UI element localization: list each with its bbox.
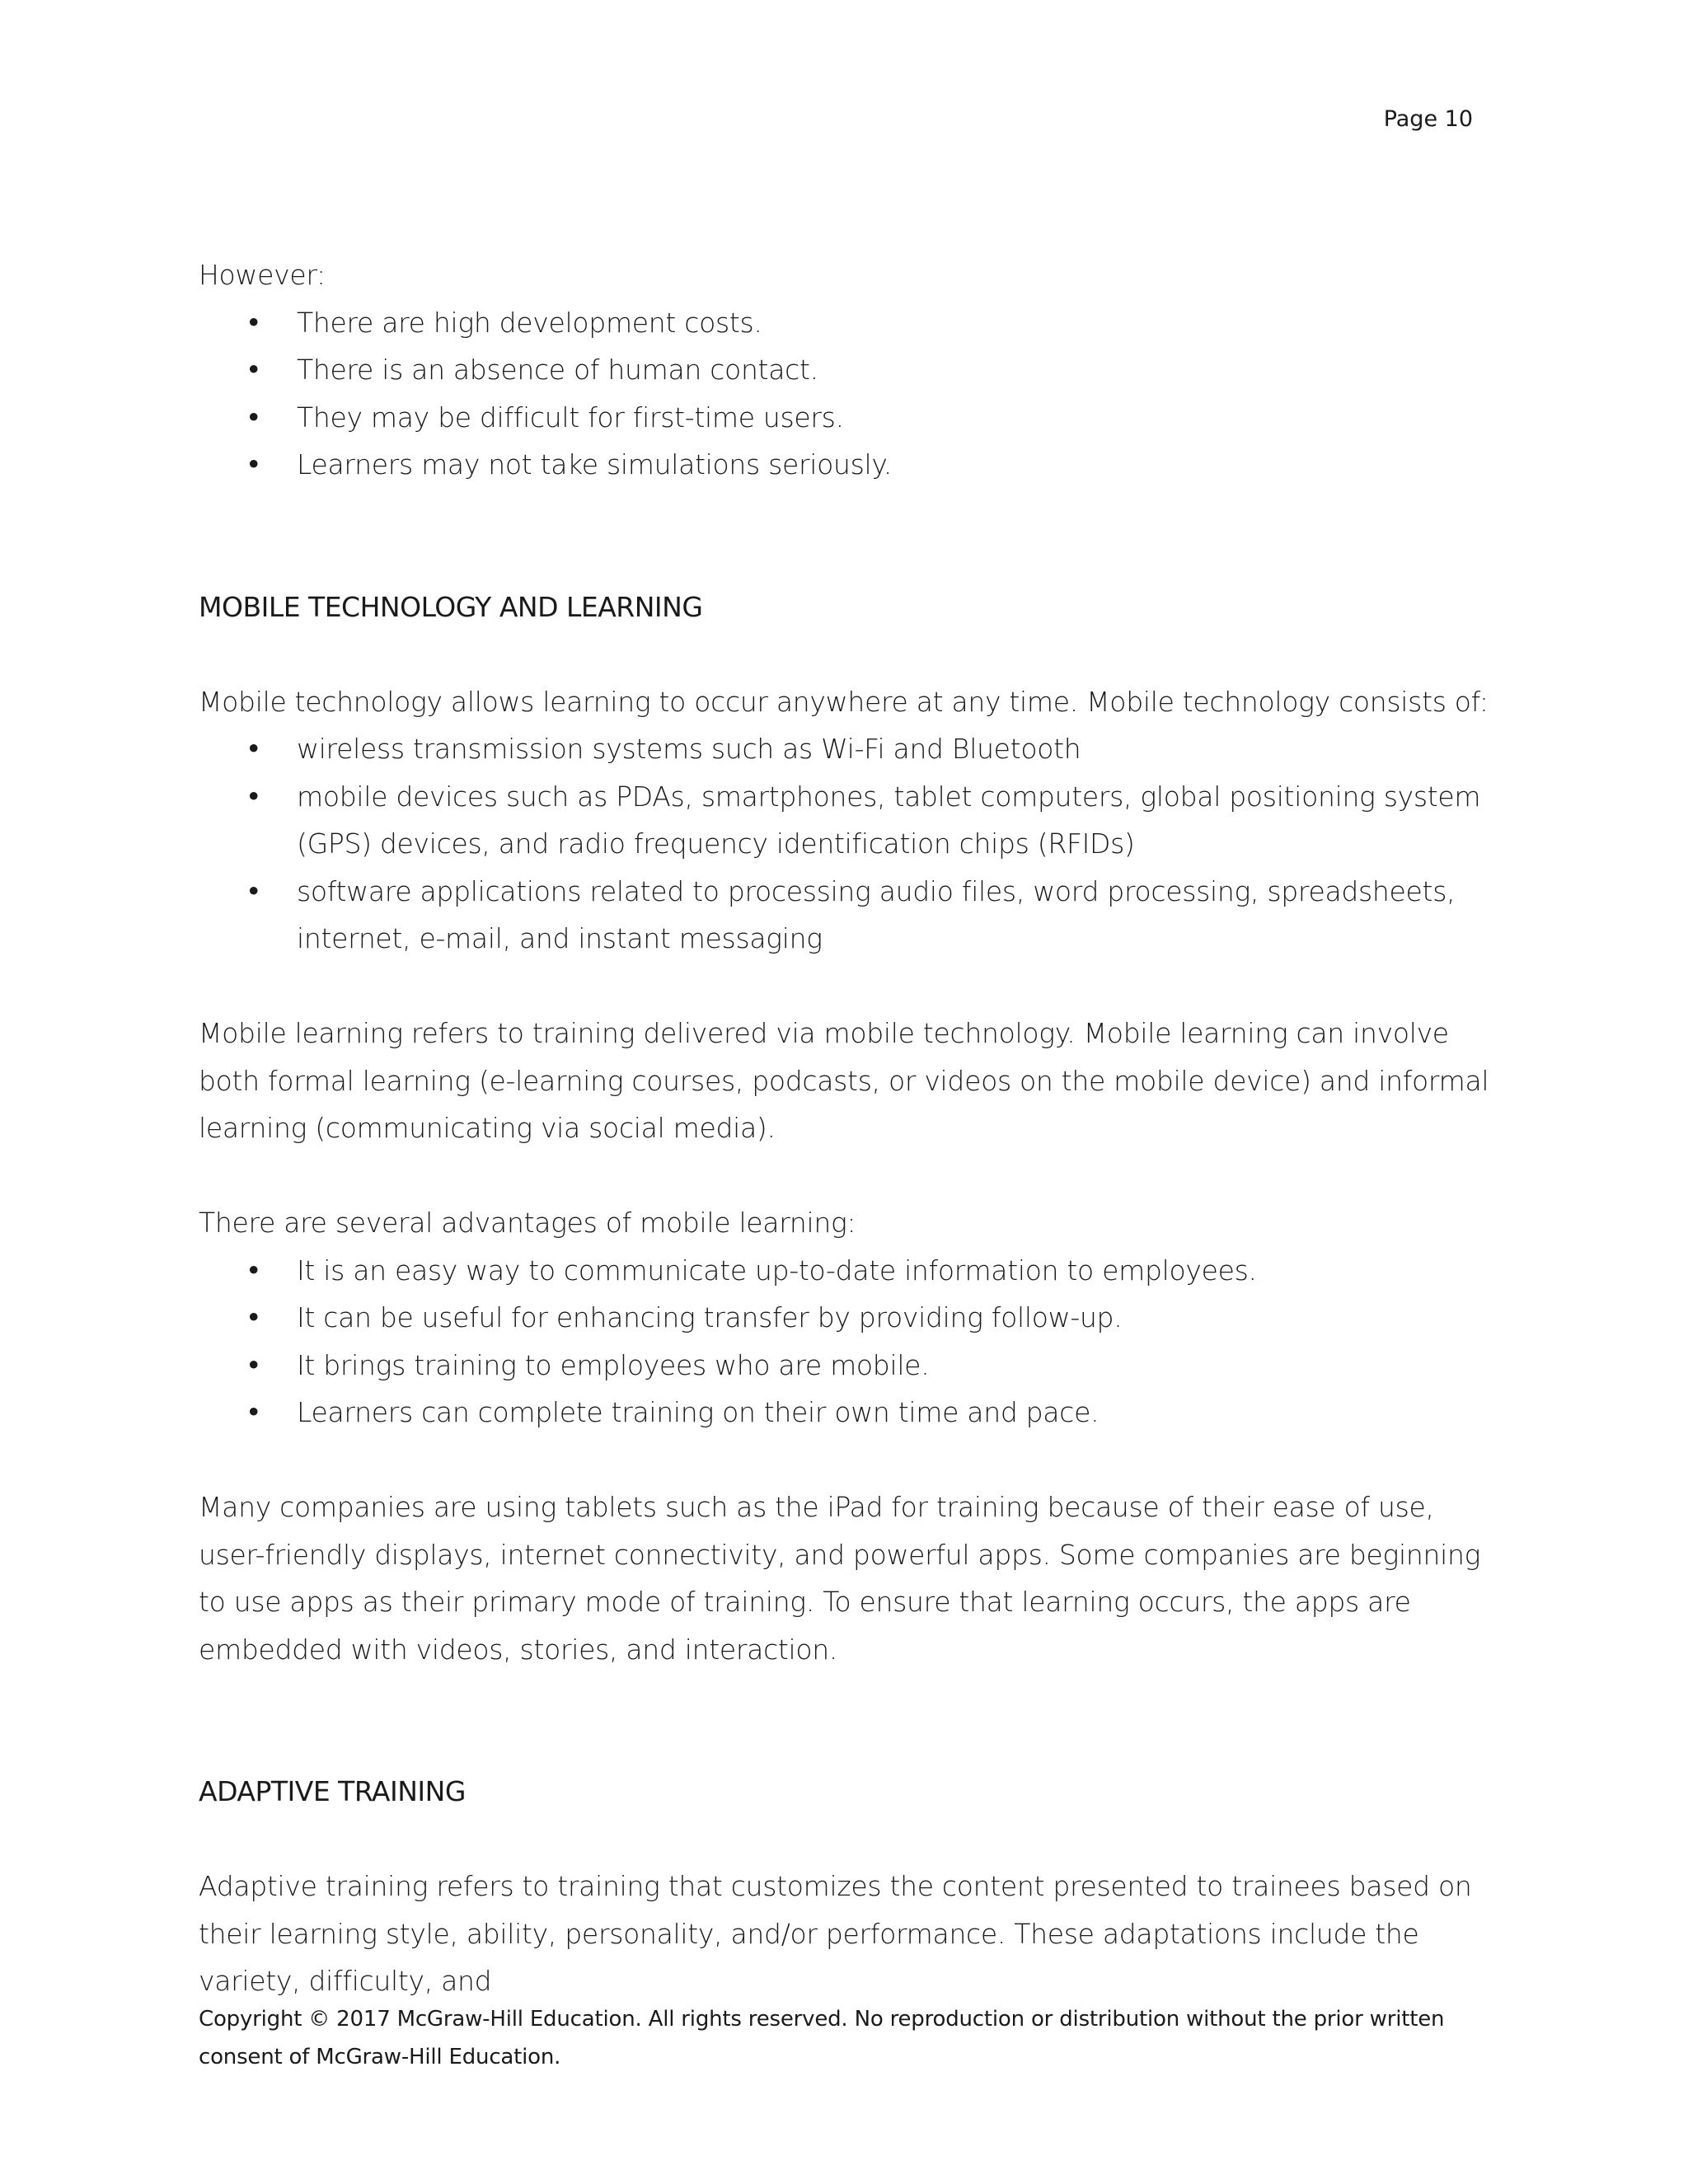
page-number: Page 10 [1383, 106, 1473, 132]
section-heading-adaptive: ADAPTIVE TRAINING [199, 1775, 466, 1807]
list-item: • software applications related to processing audio files, word processing, spreadsheets, internet, e-mail, and instant messaging [199, 868, 1501, 963]
spacer [199, 1673, 1501, 1768]
list-item: • It brings training to employees who are mobile. [199, 1342, 1501, 1390]
list-item: • It can be useful for enhancing transfer by providing follow-up. [199, 1294, 1501, 1342]
spacer [199, 1816, 1501, 1863]
mobile-intro-paragraph: Mobile technology allows learning to occur anywhere at any time. Mobile technology consists of: [199, 685, 1489, 718]
list-item: • They may be difficult for first-time users. [199, 394, 1501, 442]
section-heading-mobile: MOBILE TECHNOLOGY AND LEARNING [199, 590, 703, 623]
mobile-definition-paragraph: Mobile learning refers to training delivered via mobile technology. Mobile learning can involve both formal learning (e-learning courses, podcasts, or videos on the mobile device) and informal learning (communicating via social media). [199, 1017, 1489, 1144]
spacer [199, 630, 1501, 678]
spacer [199, 963, 1501, 1010]
document-body [199, 251, 1501, 2005]
list-item: • There are high development costs. [199, 299, 1501, 347]
list-item: • wireless transmission systems such as Wi-Fi and Bluetooth [199, 725, 1501, 773]
list-item: • It is an easy way to communicate up-to-date information to employees. [199, 1247, 1501, 1295]
adaptive-paragraph: Adaptive training refers to training that customizes the content presented to trainees based on their learning style, ability, personality, and/or performance. These adaptations include the variety, difficulty, and [199, 1870, 1472, 1997]
list-item: • There is an absence of human contact. [199, 346, 1501, 394]
drawbacks-list [199, 299, 1501, 489]
advantages-intro: There are several advantages of mobile learning: [199, 1207, 856, 1239]
list-item: • Learners can complete training on their own time and pace. [199, 1389, 1501, 1436]
spacer [199, 1436, 1501, 1484]
copyright-footer: Copyright © 2017 McGraw-Hill Education. All rights reserved. No reproduction or distribution without the prior written consent of McGraw-Hill Education. [199, 2007, 1445, 2069]
advantages-list [199, 1247, 1501, 1436]
list-item: • Learners may not take simulations seriously. [199, 441, 1501, 489]
tablets-paragraph: Many companies are using tablets such as the iPad for training because of their ease of use, user-friendly displays, internet connectivity, and powerful apps. Some companies are beginning to use apps as their primary mode of training. To ensure that learning occurs, the apps are embedded with videos, stories, and interaction. [199, 1491, 1481, 1666]
spacer [199, 1152, 1501, 1200]
mobile-components-list [199, 725, 1501, 963]
spacer [199, 489, 1501, 583]
however-lead: However: [199, 259, 326, 291]
list-item: • mobile devices such as PDAs, smartphones, tablet computers, global positioning system (GPS) devices, and radio frequency identification chips (RFIDs) [199, 773, 1501, 868]
